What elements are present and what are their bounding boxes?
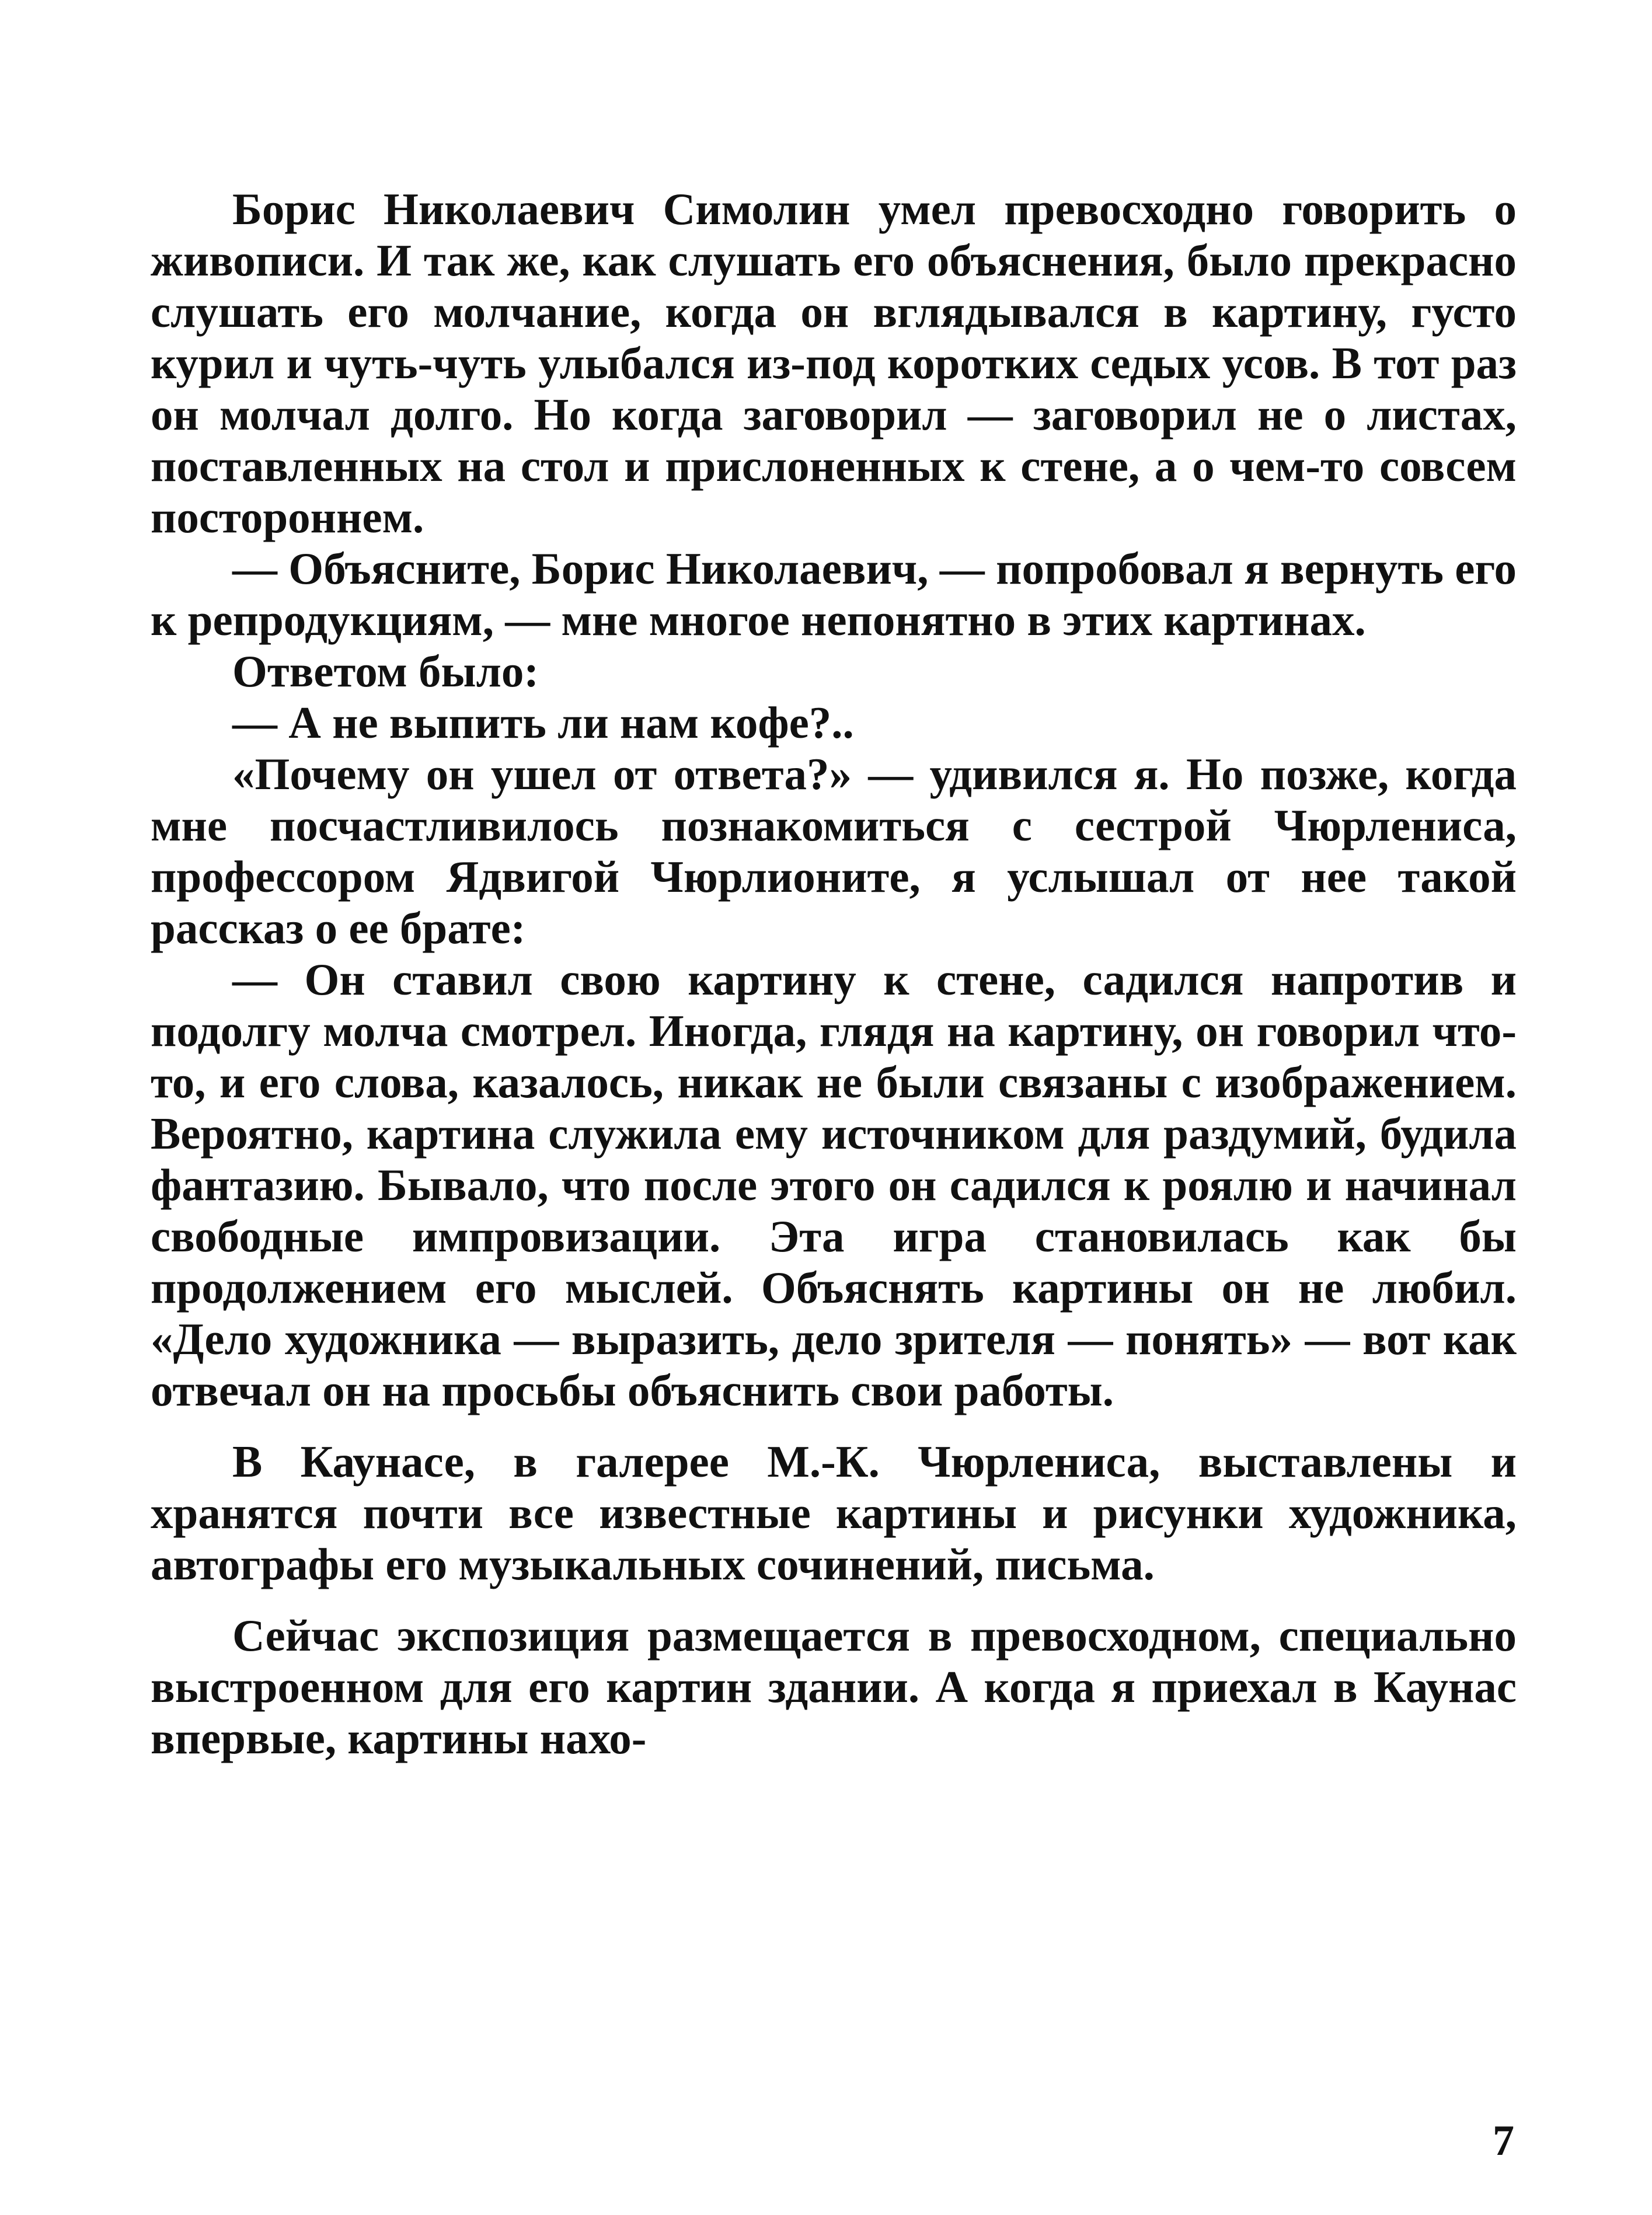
paragraph-4: — А не выпить ли нам кофе?..: [232, 697, 854, 748]
paragraph-1: Борис Николаевич Симолин умел превосходно говорить о живописи. И так же, как слушать его объяснения, было прекрасно слушать его молчание, когда он вглядывался в картину, густо курил и чуть-чуть улыбался из-под коротких седых усов. В тот раз он молчал долго. Но когда заговорил — заговорил не о листах, поставленных на стол и прислоненных к стене, а о чем-то совсем постороннем.: [151, 184, 1517, 542]
paragraph-7: В Каунасе, в галерее М.-К. Чюрлениса, выставлены и хранятся почти все известные картины и рисунки художника, автографы его музыкальных сочинений, письма.: [151, 1436, 1517, 1589]
body-text: [151, 183, 1517, 1764]
paragraph-8: Сейчас экспозиция размещается в превосходном, специально выстроенном для его картин здании. А когда я приехал в Каунас впервые, картины нахо-: [151, 1610, 1517, 1763]
paragraph-3: Ответом было:: [232, 646, 539, 696]
paragraph-2: — Объясните, Борис Николаевич, — попробовал я вернуть его к репродукциям, — мне многое непонятно в этих картинах.: [151, 543, 1517, 645]
paragraph-6: — Он ставил свою картину к стене, садился напротив и подолгу молча смотрел. Иногда, глядя на картину, он говорил что-то, и его слова, казалось, никак не были связаны с изображением. Вероятно, картина служила ему источником для раздумий, будила фантазию. Бывало, что после этого он садился к роялю и начинал свободные импровизации. Эта игра становилась как бы продолжением его мыслей. Объяснять картины он не любил. «Дело художника — выразить, дело зрителя — понять» — вот как отвечал он на просьбы объяснить свои работы.: [151, 954, 1517, 1415]
paragraph-5: «Почему он ушел от ответа?» — удивился я. Но позже, когда мне посчастливилось познакомиться с сестрой Чюрлениса, профессором Ядвигой Чюрлионите, я услышал от нее такой рассказ о ее брате:: [151, 749, 1517, 953]
page-number: 7: [1493, 2117, 1514, 2165]
